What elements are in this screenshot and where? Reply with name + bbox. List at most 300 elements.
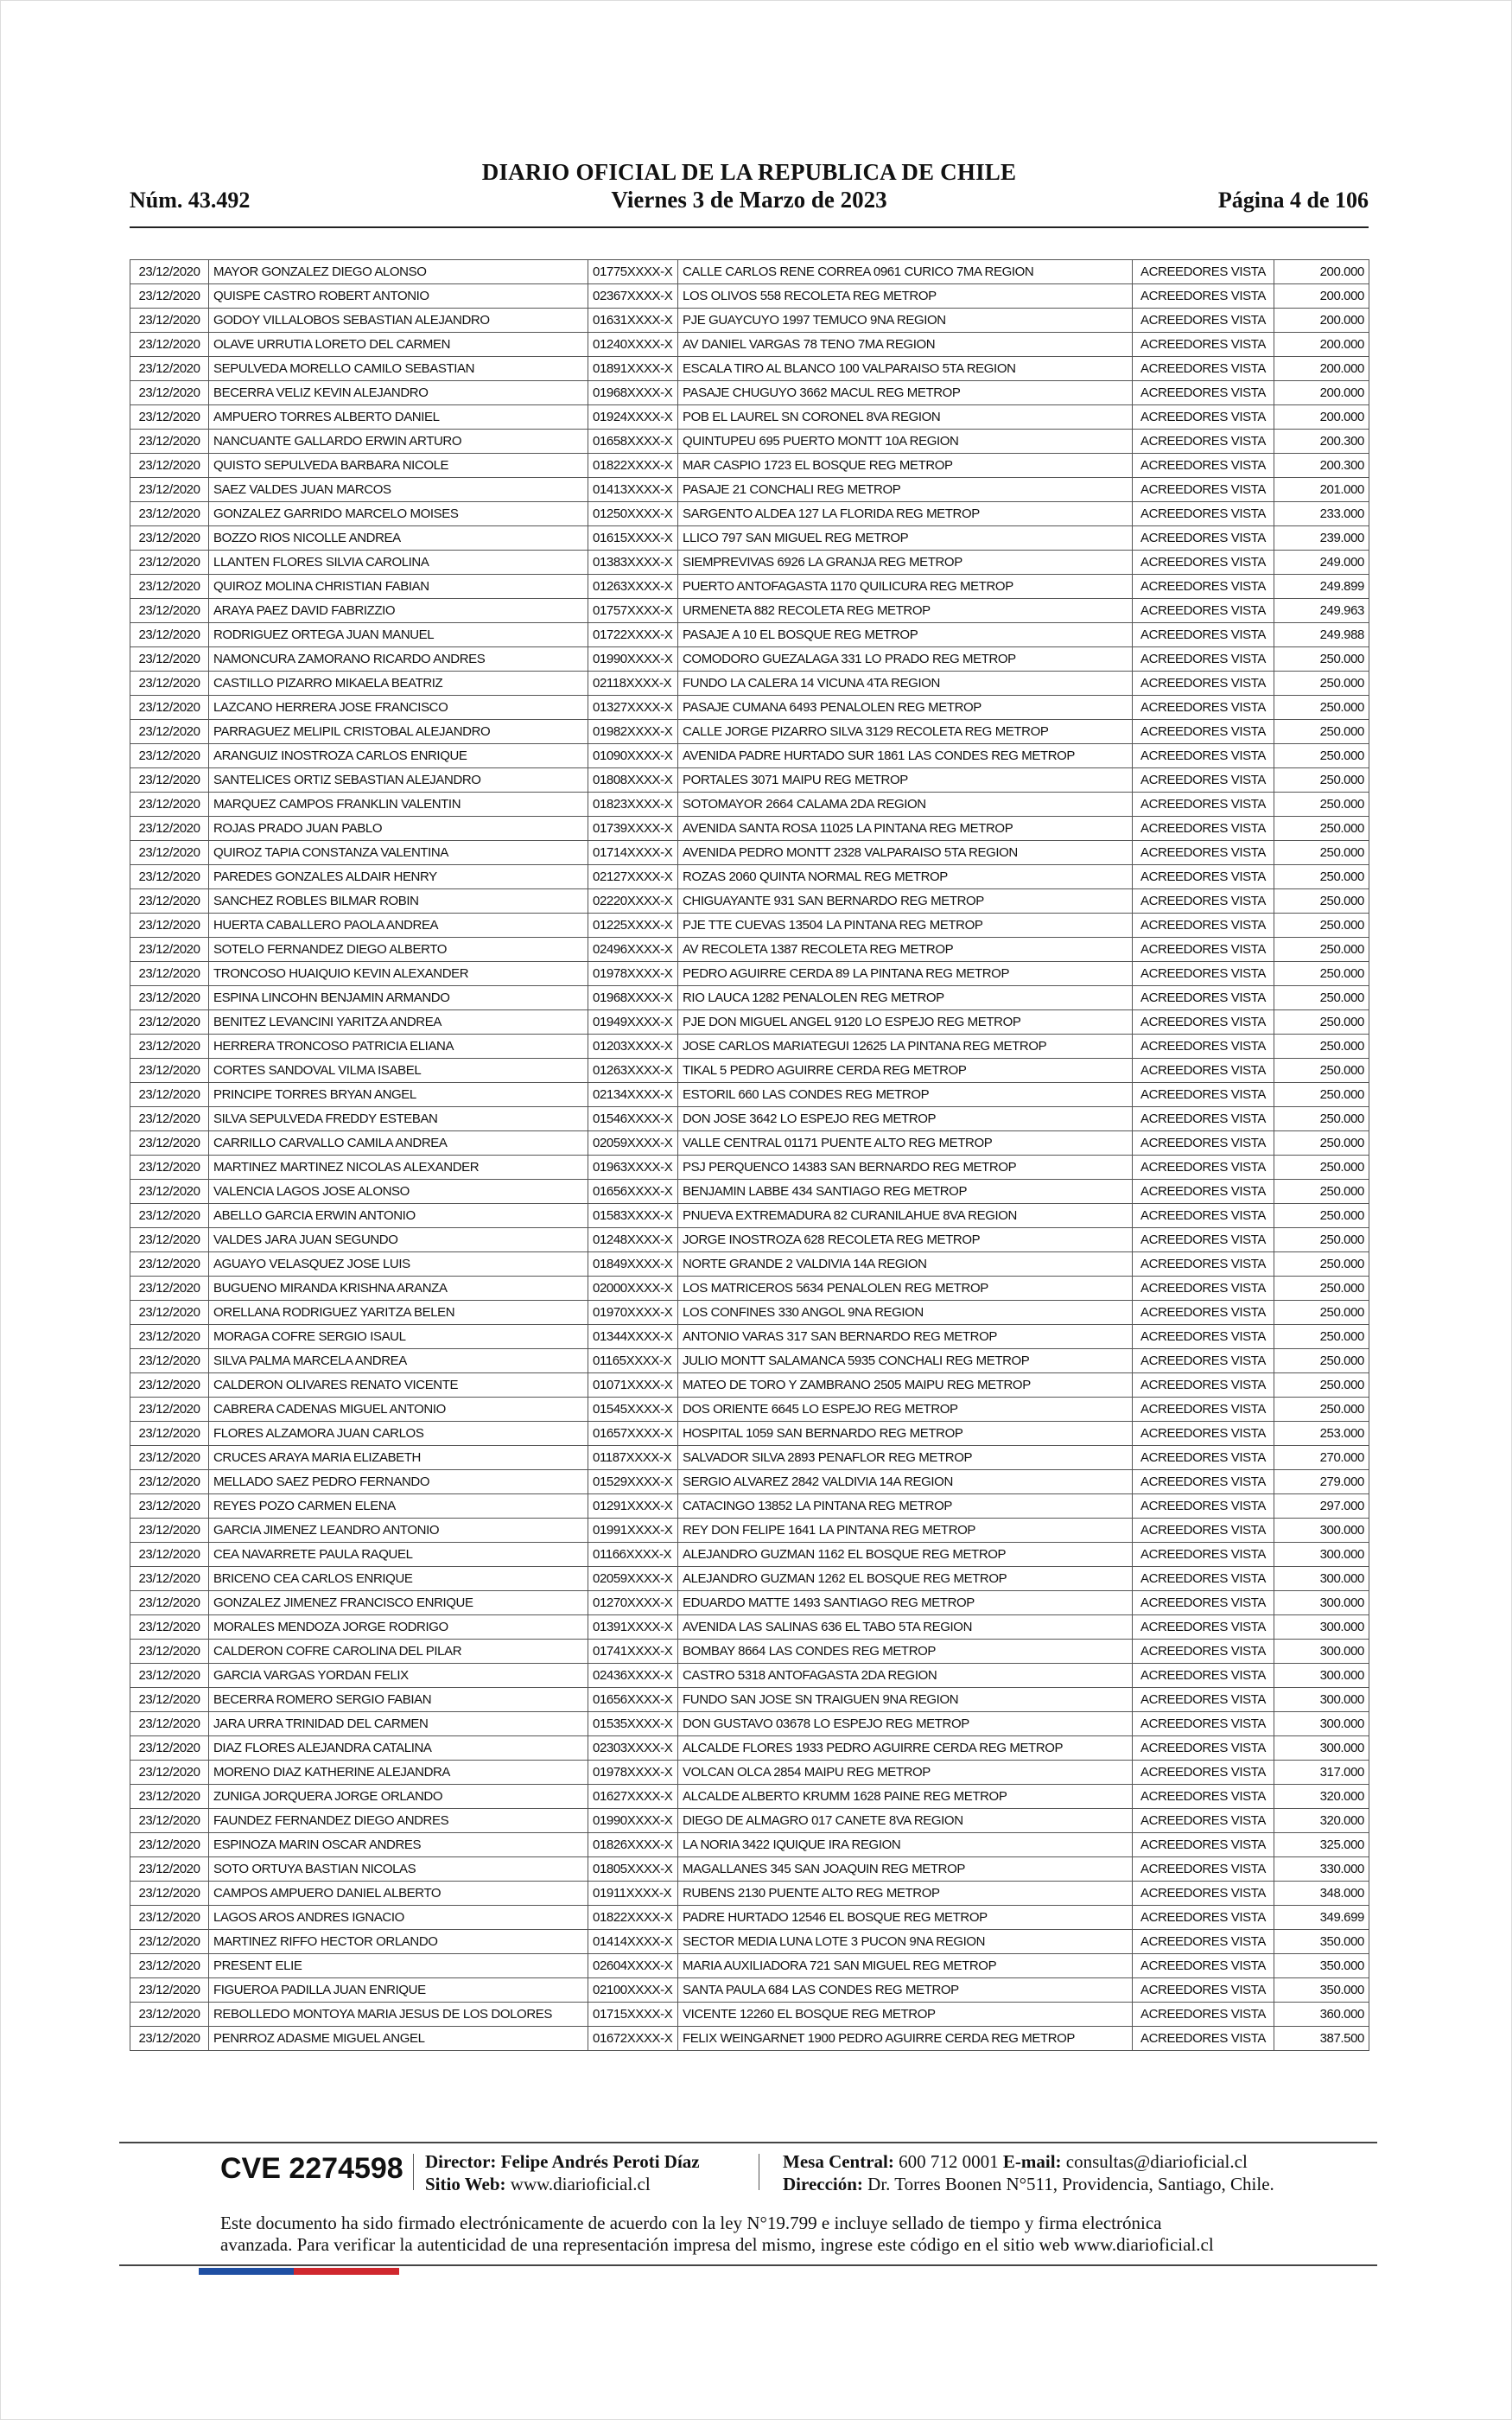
- cell-address: AVENIDA PADRE HURTADO SUR 1861 LAS CONDES REG METROP: [678, 744, 1133, 768]
- cell-rut: 01631XXXX-X: [588, 309, 678, 333]
- cell-date: 23/12/2020: [130, 405, 209, 430]
- cell-date: 23/12/2020: [130, 454, 209, 478]
- table-row: [130, 962, 1369, 986]
- cell-rut: 02134XXXX-X: [588, 1083, 678, 1107]
- cell-type: ACREEDORES VISTA: [1133, 696, 1274, 720]
- cell-date: 23/12/2020: [130, 720, 209, 744]
- cell-name: AGUAYO VELASQUEZ JOSE LUIS: [209, 1252, 588, 1277]
- cell-date: 23/12/2020: [130, 986, 209, 1010]
- table-row: [130, 1446, 1369, 1470]
- table-row: [130, 1906, 1369, 1930]
- cell-address: ROZAS 2060 QUINTA NORMAL REG METROP: [678, 865, 1133, 889]
- table-row: [130, 841, 1369, 865]
- cell-date: 23/12/2020: [130, 647, 209, 672]
- cell-address: PORTALES 3071 MAIPU REG METROP: [678, 768, 1133, 793]
- cell-name: BUGUENO MIRANDA KRISHNA ARANZA: [209, 1277, 588, 1301]
- table-row: [130, 430, 1369, 454]
- cell-rut: 01911XXXX-X: [588, 1882, 678, 1906]
- cell-address: ANTONIO VARAS 317 SAN BERNARDO REG METROP: [678, 1325, 1133, 1349]
- cell-type: ACREEDORES VISTA: [1133, 1954, 1274, 1978]
- cell-type: ACREEDORES VISTA: [1133, 1785, 1274, 1809]
- table-row: [130, 1083, 1369, 1107]
- cell-amount: 300.000: [1274, 1519, 1369, 1543]
- cell-amount: 250.000: [1274, 865, 1369, 889]
- table-row: [130, 551, 1369, 575]
- cell-address: PASAJE 21 CONCHALI REG METROP: [678, 478, 1133, 502]
- cell-date: 23/12/2020: [130, 502, 209, 526]
- cell-rut: 01822XXXX-X: [588, 454, 678, 478]
- cell-name: PRINCIPE TORRES BRYAN ANGEL: [209, 1083, 588, 1107]
- cell-type: ACREEDORES VISTA: [1133, 914, 1274, 938]
- cell-name: LAZCANO HERRERA JOSE FRANCISCO: [209, 696, 588, 720]
- cell-date: 23/12/2020: [130, 1156, 209, 1180]
- cell-name: HERRERA TRONCOSO PATRICIA ELIANA: [209, 1035, 588, 1059]
- table-row: [130, 405, 1369, 430]
- table-row: [130, 599, 1369, 623]
- cell-date: 23/12/2020: [130, 1857, 209, 1882]
- cell-amount: 250.000: [1274, 1083, 1369, 1107]
- table-row: [130, 575, 1369, 599]
- cell-type: ACREEDORES VISTA: [1133, 333, 1274, 357]
- cell-amount: 250.000: [1274, 841, 1369, 865]
- cell-date: 23/12/2020: [130, 623, 209, 647]
- table-row: [130, 333, 1369, 357]
- cell-date: 23/12/2020: [130, 696, 209, 720]
- cell-name: BECERRA ROMERO SERGIO FABIAN: [209, 1688, 588, 1712]
- cell-amount: 233.000: [1274, 502, 1369, 526]
- cell-date: 23/12/2020: [130, 1543, 209, 1567]
- cell-amount: 249.899: [1274, 575, 1369, 599]
- cell-name: SAEZ VALDES JUAN MARCOS: [209, 478, 588, 502]
- cell-address: AVENIDA SANTA ROSA 11025 LA PINTANA REG METROP: [678, 817, 1133, 841]
- table-row: [130, 1470, 1369, 1494]
- issue-date: Viernes 3 de Marzo de 2023: [611, 187, 887, 213]
- cell-date: 23/12/2020: [130, 357, 209, 381]
- cell-type: ACREEDORES VISTA: [1133, 647, 1274, 672]
- cell-name: BECERRA VELIZ KEVIN ALEJANDRO: [209, 381, 588, 405]
- cell-rut: 01826XXXX-X: [588, 1833, 678, 1857]
- cell-name: MARQUEZ CAMPOS FRANKLIN VALENTIN: [209, 793, 588, 817]
- cell-type: ACREEDORES VISTA: [1133, 1107, 1274, 1131]
- email-link[interactable]: consultas@diarioficial.cl: [1065, 2151, 1248, 2172]
- cell-address: REY DON FELIPE 1641 LA PINTANA REG METROP: [678, 1519, 1133, 1543]
- cell-amount: 250.000: [1274, 1156, 1369, 1180]
- cell-date: 23/12/2020: [130, 1833, 209, 1857]
- cell-type: ACREEDORES VISTA: [1133, 357, 1274, 381]
- table-row: [130, 696, 1369, 720]
- cell-type: ACREEDORES VISTA: [1133, 938, 1274, 962]
- cell-amount: 201.000: [1274, 478, 1369, 502]
- cell-amount: 330.000: [1274, 1857, 1369, 1882]
- cell-amount: 297.000: [1274, 1494, 1369, 1519]
- cell-type: ACREEDORES VISTA: [1133, 1930, 1274, 1954]
- cell-date: 23/12/2020: [130, 1978, 209, 2003]
- cell-amount: 250.000: [1274, 647, 1369, 672]
- cell-type: ACREEDORES VISTA: [1133, 1059, 1274, 1083]
- cell-amount: 239.000: [1274, 526, 1369, 551]
- cell-type: ACREEDORES VISTA: [1133, 1567, 1274, 1591]
- cell-type: ACREEDORES VISTA: [1133, 672, 1274, 696]
- cell-type: ACREEDORES VISTA: [1133, 1688, 1274, 1712]
- table-row: [130, 1688, 1369, 1712]
- cell-date: 23/12/2020: [130, 575, 209, 599]
- cell-type: ACREEDORES VISTA: [1133, 1010, 1274, 1035]
- table-row: [130, 1325, 1369, 1349]
- cell-rut: 01924XXXX-X: [588, 405, 678, 430]
- cell-name: SANCHEZ ROBLES BILMAR ROBIN: [209, 889, 588, 914]
- website-link[interactable]: www.diarioficial.cl: [510, 2174, 651, 2194]
- cell-rut: 01263XXXX-X: [588, 1059, 678, 1083]
- cell-amount: 250.000: [1274, 1035, 1369, 1059]
- cell-name: QUISTO SEPULVEDA BARBARA NICOLE: [209, 454, 588, 478]
- cell-type: ACREEDORES VISTA: [1133, 841, 1274, 865]
- table-row: [130, 1494, 1369, 1519]
- cell-address: PEDRO AGUIRRE CERDA 89 LA PINTANA REG METROP: [678, 962, 1133, 986]
- cell-address: PASAJE CHUGUYO 3662 MACUL REG METROP: [678, 381, 1133, 405]
- cell-rut: 02220XXXX-X: [588, 889, 678, 914]
- cell-date: 23/12/2020: [130, 599, 209, 623]
- table-row: [130, 1882, 1369, 1906]
- cell-rut: 02496XXXX-X: [588, 938, 678, 962]
- cell-amount: 320.000: [1274, 1809, 1369, 1833]
- cell-amount: 250.000: [1274, 1228, 1369, 1252]
- cell-name: ABELLO GARCIA ERWIN ANTONIO: [209, 1204, 588, 1228]
- table-row: [130, 768, 1369, 793]
- cell-name: OLAVE URRUTIA LORETO DEL CARMEN: [209, 333, 588, 357]
- cell-name: CAMPOS AMPUERO DANIEL ALBERTO: [209, 1882, 588, 1906]
- cell-type: ACREEDORES VISTA: [1133, 405, 1274, 430]
- cell-amount: 249.963: [1274, 599, 1369, 623]
- cell-name: CALDERON OLIVARES RENATO VICENTE: [209, 1373, 588, 1398]
- cell-rut: 01166XXXX-X: [588, 1543, 678, 1567]
- table-row: [130, 478, 1369, 502]
- cell-amount: 250.000: [1274, 1059, 1369, 1083]
- table-row: [130, 1398, 1369, 1422]
- cell-rut: 01545XXXX-X: [588, 1398, 678, 1422]
- table-row: [130, 1156, 1369, 1180]
- cell-amount: 200.000: [1274, 357, 1369, 381]
- cell-name: NANCUANTE GALLARDO ERWIN ARTURO: [209, 430, 588, 454]
- table-row: [130, 260, 1369, 284]
- cell-date: 23/12/2020: [130, 1591, 209, 1615]
- cell-amount: 200.000: [1274, 284, 1369, 309]
- cell-name: ORELLANA RODRIGUEZ YARITZA BELEN: [209, 1301, 588, 1325]
- table-row: [130, 1107, 1369, 1131]
- cell-name: MELLADO SAEZ PEDRO FERNANDO: [209, 1470, 588, 1494]
- cell-address: AVENIDA PEDRO MONTT 2328 VALPARAISO 5TA REGION: [678, 841, 1133, 865]
- cell-name: DIAZ FLORES ALEJANDRA CATALINA: [209, 1736, 588, 1761]
- footer-divider-bottom: [119, 2264, 1377, 2266]
- cell-address: SALVADOR SILVA 2893 PENAFLOR REG METROP: [678, 1446, 1133, 1470]
- creditors-table: [130, 259, 1369, 2051]
- cell-name: GODOY VILLALOBOS SEBASTIAN ALEJANDRO: [209, 309, 588, 333]
- cell-type: ACREEDORES VISTA: [1133, 1519, 1274, 1543]
- cell-address: LLICO 797 SAN MIGUEL REG METROP: [678, 526, 1133, 551]
- cell-address: VOLCAN OLCA 2854 MAIPU REG METROP: [678, 1761, 1133, 1785]
- cell-amount: 250.000: [1274, 1325, 1369, 1349]
- cell-name: ARAYA PAEZ DAVID FABRIZZIO: [209, 599, 588, 623]
- cell-address: PJE GUAYCUYO 1997 TEMUCO 9NA REGION: [678, 309, 1133, 333]
- footer-separator: [413, 2154, 414, 2190]
- cell-rut: 01263XXXX-X: [588, 575, 678, 599]
- cell-rut: 01805XXXX-X: [588, 1857, 678, 1882]
- cell-address: COMODORO GUEZALAGA 331 LO PRADO REG METROP: [678, 647, 1133, 672]
- table-row: [130, 526, 1369, 551]
- cell-date: 23/12/2020: [130, 1422, 209, 1446]
- legal-notice: [220, 2213, 1344, 2256]
- cell-name: MORENO DIAZ KATHERINE ALEJANDRA: [209, 1761, 588, 1785]
- cell-rut: 01722XXXX-X: [588, 623, 678, 647]
- cell-type: ACREEDORES VISTA: [1133, 309, 1274, 333]
- cell-amount: 250.000: [1274, 914, 1369, 938]
- cell-rut: 01225XXXX-X: [588, 914, 678, 938]
- cell-amount: 253.000: [1274, 1422, 1369, 1446]
- cve-code: CVE 2274598: [220, 2152, 403, 2185]
- cell-amount: 200.300: [1274, 454, 1369, 478]
- cell-amount: 250.000: [1274, 1301, 1369, 1325]
- table-row: [130, 1567, 1369, 1591]
- cell-name: RODRIGUEZ ORTEGA JUAN MANUEL: [209, 623, 588, 647]
- cell-amount: 250.000: [1274, 986, 1369, 1010]
- cell-date: 23/12/2020: [130, 1228, 209, 1252]
- cell-amount: 250.000: [1274, 768, 1369, 793]
- cell-type: ACREEDORES VISTA: [1133, 1228, 1274, 1252]
- cell-rut: 02059XXXX-X: [588, 1131, 678, 1156]
- cell-rut: 01090XXXX-X: [588, 744, 678, 768]
- cell-type: ACREEDORES VISTA: [1133, 1131, 1274, 1156]
- cell-type: ACREEDORES VISTA: [1133, 1664, 1274, 1688]
- table-row: [130, 309, 1369, 333]
- cell-amount: 350.000: [1274, 1978, 1369, 2003]
- cell-address: CALLE JORGE PIZARRO SILVA 3129 RECOLETA REG METROP: [678, 720, 1133, 744]
- cell-type: ACREEDORES VISTA: [1133, 1712, 1274, 1736]
- cell-type: ACREEDORES VISTA: [1133, 1252, 1274, 1277]
- cell-name: REYES POZO CARMEN ELENA: [209, 1494, 588, 1519]
- cell-type: ACREEDORES VISTA: [1133, 1906, 1274, 1930]
- table-row: [130, 1736, 1369, 1761]
- cell-date: 23/12/2020: [130, 284, 209, 309]
- cell-name: GONZALEZ JIMENEZ FRANCISCO ENRIQUE: [209, 1591, 588, 1615]
- cell-address: SIEMPREVIVAS 6926 LA GRANJA REG METROP: [678, 551, 1133, 575]
- cell-date: 23/12/2020: [130, 793, 209, 817]
- cell-amount: 300.000: [1274, 1712, 1369, 1736]
- cell-name: CORTES SANDOVAL VILMA ISABEL: [209, 1059, 588, 1083]
- cell-address: RUBENS 2130 PUENTE ALTO REG METROP: [678, 1882, 1133, 1906]
- cell-name: QUIROZ TAPIA CONSTANZA VALENTINA: [209, 841, 588, 865]
- cell-name: SILVA SEPULVEDA FREDDY ESTEBAN: [209, 1107, 588, 1131]
- cell-rut: 01657XXXX-X: [588, 1422, 678, 1446]
- cell-address: DIEGO DE ALMAGRO 017 CANETE 8VA REGION: [678, 1809, 1133, 1833]
- cell-address: AV DANIEL VARGAS 78 TENO 7MA REGION: [678, 333, 1133, 357]
- cell-amount: 250.000: [1274, 720, 1369, 744]
- cell-rut: 01203XXXX-X: [588, 1035, 678, 1059]
- table-row: [130, 454, 1369, 478]
- cell-name: ESPINA LINCOHN BENJAMIN ARMANDO: [209, 986, 588, 1010]
- flag-stripe-red: [294, 2268, 399, 2275]
- cell-type: ACREEDORES VISTA: [1133, 1398, 1274, 1422]
- cell-address: BENJAMIN LABBE 434 SANTIAGO REG METROP: [678, 1180, 1133, 1204]
- cell-address: MAR CASPIO 1723 EL BOSQUE REG METROP: [678, 454, 1133, 478]
- cell-date: 23/12/2020: [130, 381, 209, 405]
- cell-amount: 279.000: [1274, 1470, 1369, 1494]
- cell-address: PADRE HURTADO 12546 EL BOSQUE REG METROP: [678, 1906, 1133, 1930]
- cell-amount: 300.000: [1274, 1615, 1369, 1640]
- table-row: [130, 865, 1369, 889]
- cell-date: 23/12/2020: [130, 333, 209, 357]
- cell-address: ESCALA TIRO AL BLANCO 100 VALPARAISO 5TA REGION: [678, 357, 1133, 381]
- cell-name: GARCIA VARGAS YORDAN FELIX: [209, 1664, 588, 1688]
- cell-address: ALCALDE FLORES 1933 PEDRO AGUIRRE CERDA REG METROP: [678, 1736, 1133, 1761]
- cell-date: 23/12/2020: [130, 1398, 209, 1422]
- cell-rut: 01823XXXX-X: [588, 793, 678, 817]
- cell-address: JOSE CARLOS MARIATEGUI 12625 LA PINTANA REG METROP: [678, 1035, 1133, 1059]
- cell-type: ACREEDORES VISTA: [1133, 1083, 1274, 1107]
- table-row: [130, 2003, 1369, 2027]
- cell-rut: 01757XXXX-X: [588, 599, 678, 623]
- cell-type: ACREEDORES VISTA: [1133, 1494, 1274, 1519]
- cell-date: 23/12/2020: [130, 1688, 209, 1712]
- cell-name: ESPINOZA MARIN OSCAR ANDRES: [209, 1833, 588, 1857]
- cell-date: 23/12/2020: [130, 430, 209, 454]
- cell-address: CATACINGO 13852 LA PINTANA REG METROP: [678, 1494, 1133, 1519]
- cell-rut: 01344XXXX-X: [588, 1325, 678, 1349]
- cell-date: 23/12/2020: [130, 938, 209, 962]
- cell-rut: 02303XXXX-X: [588, 1736, 678, 1761]
- cell-amount: 250.000: [1274, 1373, 1369, 1398]
- table-row: [130, 986, 1369, 1010]
- cell-address: SOTOMAYOR 2664 CALAMA 2DA REGION: [678, 793, 1133, 817]
- cell-type: ACREEDORES VISTA: [1133, 865, 1274, 889]
- cell-name: CALDERON COFRE CAROLINA DEL PILAR: [209, 1640, 588, 1664]
- cell-name: ZUNIGA JORQUERA JORGE ORLANDO: [209, 1785, 588, 1809]
- address-value: Dr. Torres Boonen N°511, Providencia, Santiago, Chile.: [867, 2174, 1274, 2194]
- cell-amount: 325.000: [1274, 1833, 1369, 1857]
- cell-amount: 300.000: [1274, 1664, 1369, 1688]
- cell-type: ACREEDORES VISTA: [1133, 889, 1274, 914]
- table-row: [130, 1857, 1369, 1882]
- cell-rut: 01656XXXX-X: [588, 1180, 678, 1204]
- cell-address: JORGE INOSTROZA 628 RECOLETA REG METROP: [678, 1228, 1133, 1252]
- table-row: [130, 502, 1369, 526]
- cell-address: VICENTE 12260 EL BOSQUE REG METROP: [678, 2003, 1133, 2027]
- cell-rut: 01714XXXX-X: [588, 841, 678, 865]
- cell-name: MARTINEZ RIFFO HECTOR ORLANDO: [209, 1930, 588, 1954]
- cell-type: ACREEDORES VISTA: [1133, 1349, 1274, 1373]
- cell-date: 23/12/2020: [130, 1664, 209, 1688]
- mesa-central-phone: 600 712 0001: [899, 2151, 999, 2172]
- table-row: [130, 1010, 1369, 1035]
- cell-date: 23/12/2020: [130, 1301, 209, 1325]
- cell-type: ACREEDORES VISTA: [1133, 478, 1274, 502]
- table-row: [130, 1422, 1369, 1446]
- cell-address: FUNDO SAN JOSE SN TRAIGUEN 9NA REGION: [678, 1688, 1133, 1712]
- contact-block: [783, 2150, 1274, 2195]
- cell-type: ACREEDORES VISTA: [1133, 768, 1274, 793]
- cell-type: ACREEDORES VISTA: [1133, 1543, 1274, 1567]
- cell-type: ACREEDORES VISTA: [1133, 381, 1274, 405]
- cell-amount: 200.000: [1274, 333, 1369, 357]
- cell-rut: 01546XXXX-X: [588, 1107, 678, 1131]
- cell-type: ACREEDORES VISTA: [1133, 1422, 1274, 1446]
- cell-name: REBOLLEDO MONTOYA MARIA JESUS DE LOS DOLORES: [209, 2003, 588, 2027]
- cell-date: 23/12/2020: [130, 1906, 209, 1930]
- mesa-central-label: Mesa Central:: [783, 2151, 894, 2172]
- cell-amount: 249.000: [1274, 551, 1369, 575]
- cell-date: 23/12/2020: [130, 309, 209, 333]
- cell-name: PENRROZ ADASME MIGUEL ANGEL: [209, 2027, 588, 2051]
- cell-rut: 01627XXXX-X: [588, 1785, 678, 1809]
- table-row: [130, 914, 1369, 938]
- cell-address: MAGALLANES 345 SAN JOAQUIN REG METROP: [678, 1857, 1133, 1882]
- cell-date: 23/12/2020: [130, 1252, 209, 1277]
- cell-date: 23/12/2020: [130, 1059, 209, 1083]
- cell-name: QUIROZ MOLINA CHRISTIAN FABIAN: [209, 575, 588, 599]
- table-row: [130, 1591, 1369, 1615]
- cell-amount: 250.000: [1274, 1180, 1369, 1204]
- cell-name: NAMONCURA ZAMORANO RICARDO ANDRES: [209, 647, 588, 672]
- director-name: Felipe Andrés Peroti Díaz: [500, 2151, 700, 2172]
- cell-rut: 01240XXXX-X: [588, 333, 678, 357]
- website-label: Sitio Web:: [425, 2174, 506, 2194]
- cell-name: PARRAGUEZ MELIPIL CRISTOBAL ALEJANDRO: [209, 720, 588, 744]
- cell-rut: 01963XXXX-X: [588, 1156, 678, 1180]
- cell-address: PJE TTE CUEVAS 13504 LA PINTANA REG METROP: [678, 914, 1133, 938]
- cell-rut: 01615XXXX-X: [588, 526, 678, 551]
- cell-address: ESTORIL 660 LAS CONDES REG METROP: [678, 1083, 1133, 1107]
- cell-amount: 350.000: [1274, 1954, 1369, 1978]
- cell-type: ACREEDORES VISTA: [1133, 986, 1274, 1010]
- cell-type: ACREEDORES VISTA: [1133, 1301, 1274, 1325]
- cell-address: FUNDO LA CALERA 14 VICUNA 4TA REGION: [678, 672, 1133, 696]
- cell-date: 23/12/2020: [130, 1930, 209, 1954]
- table-row: [130, 1180, 1369, 1204]
- table-row: [130, 2027, 1369, 2051]
- cell-type: ACREEDORES VISTA: [1133, 1035, 1274, 1059]
- cell-date: 23/12/2020: [130, 962, 209, 986]
- cell-name: MORALES MENDOZA JORGE RODRIGO: [209, 1615, 588, 1640]
- cell-rut: 01187XXXX-X: [588, 1446, 678, 1470]
- cell-address: PASAJE A 10 EL BOSQUE REG METROP: [678, 623, 1133, 647]
- cell-amount: 300.000: [1274, 1543, 1369, 1567]
- cell-amount: 250.000: [1274, 1131, 1369, 1156]
- cell-amount: 387.500: [1274, 2027, 1369, 2051]
- header-divider: [130, 226, 1369, 228]
- cell-rut: 02436XXXX-X: [588, 1664, 678, 1688]
- cell-date: 23/12/2020: [130, 914, 209, 938]
- cell-date: 23/12/2020: [130, 1277, 209, 1301]
- cell-date: 23/12/2020: [130, 1131, 209, 1156]
- cell-rut: 01715XXXX-X: [588, 2003, 678, 2027]
- cell-date: 23/12/2020: [130, 1494, 209, 1519]
- cell-name: SANTELICES ORTIZ SEBASTIAN ALEJANDRO: [209, 768, 588, 793]
- cell-amount: 300.000: [1274, 1591, 1369, 1615]
- table-row: [130, 1615, 1369, 1640]
- flag-stripe-blue: [199, 2268, 294, 2275]
- cell-type: ACREEDORES VISTA: [1133, 962, 1274, 986]
- cell-address: HOSPITAL 1059 SAN BERNARDO REG METROP: [678, 1422, 1133, 1446]
- table-row: [130, 1833, 1369, 1857]
- cell-type: ACREEDORES VISTA: [1133, 1736, 1274, 1761]
- cell-amount: 250.000: [1274, 793, 1369, 817]
- table-row: [130, 1035, 1369, 1059]
- cell-rut: 01849XXXX-X: [588, 1252, 678, 1277]
- cell-address: PJE DON MIGUEL ANGEL 9120 LO ESPEJO REG METROP: [678, 1010, 1133, 1035]
- cell-rut: 01270XXXX-X: [588, 1591, 678, 1615]
- cell-amount: 300.000: [1274, 1640, 1369, 1664]
- cell-name: PRESENT ELIE: [209, 1954, 588, 1978]
- cell-type: ACREEDORES VISTA: [1133, 1325, 1274, 1349]
- cell-type: ACREEDORES VISTA: [1133, 1640, 1274, 1664]
